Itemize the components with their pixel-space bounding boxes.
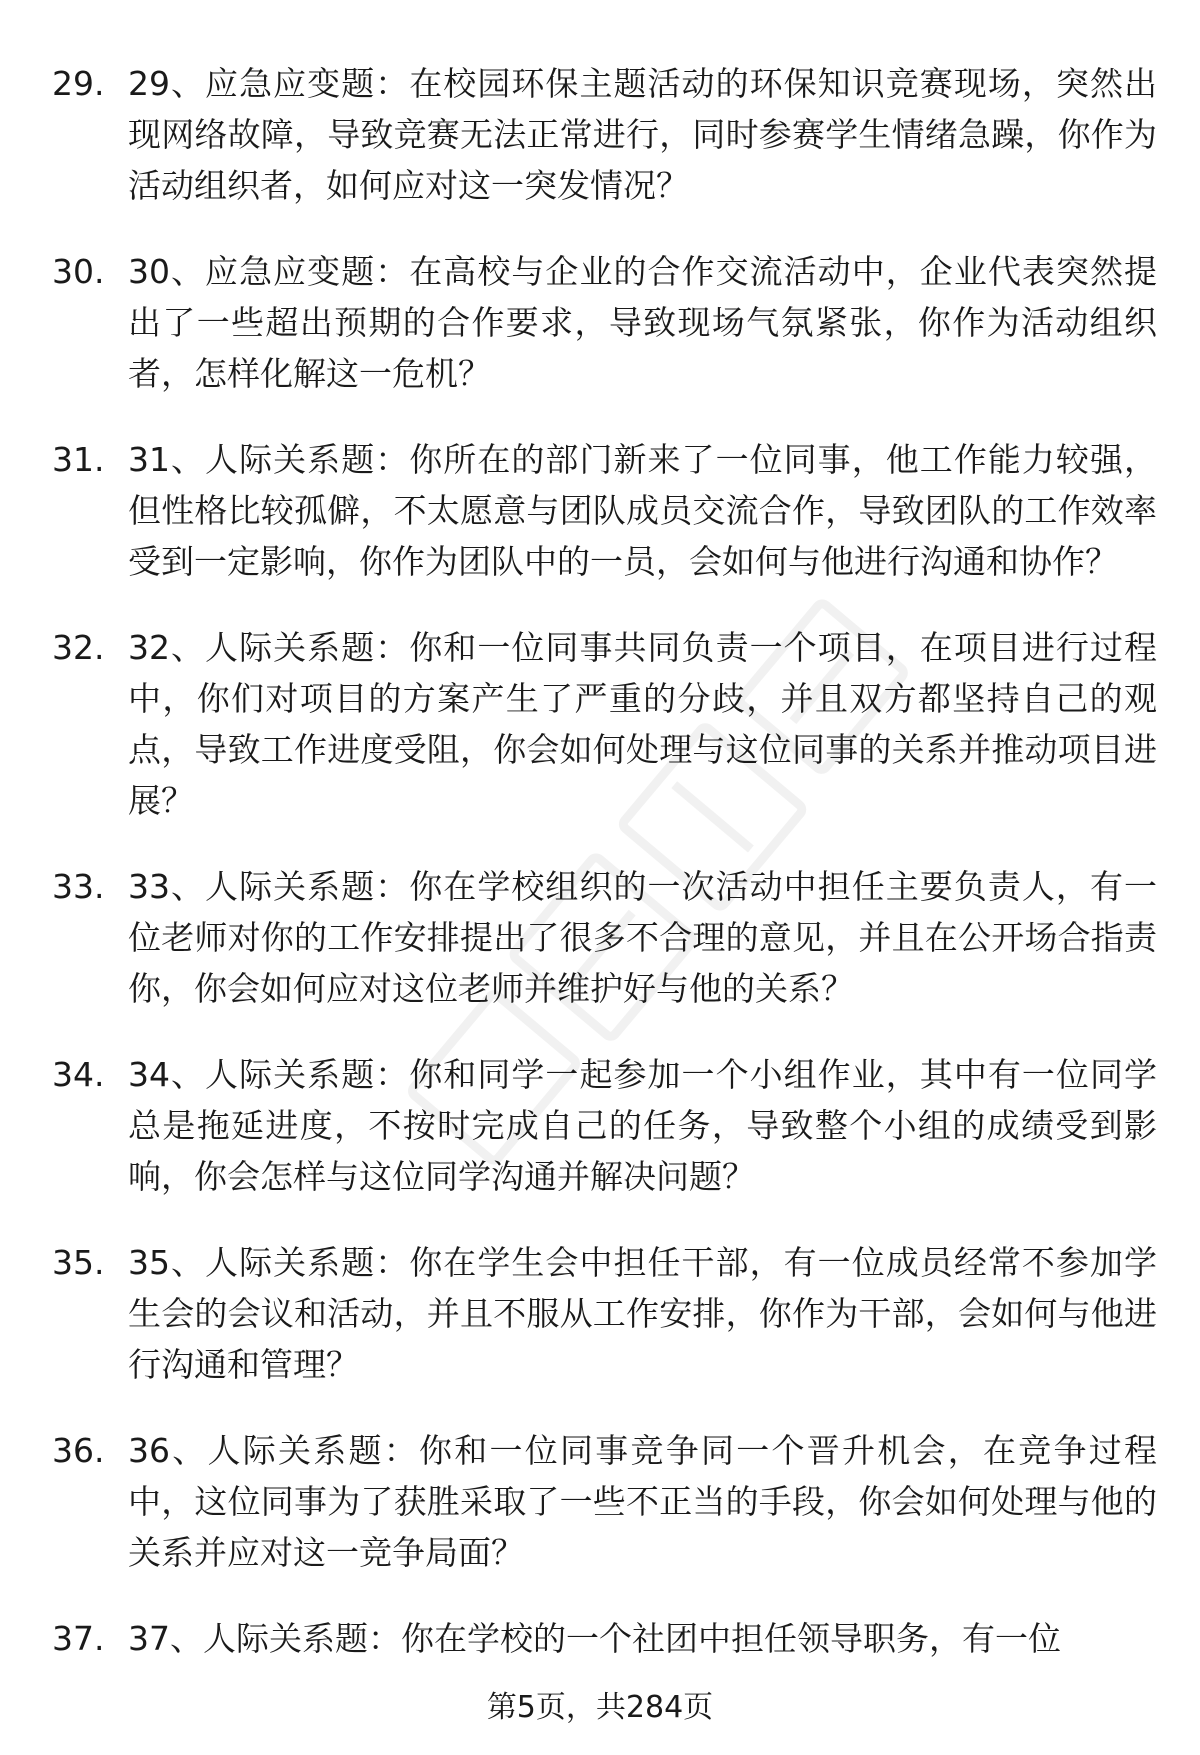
list-item [52,1425,1157,1578]
question-text: 31、人际关系题：你所在的部门新来了一位同事，他工作能力较强，但性格比较孤僻，不太愿意与团队成员交流合作，导致团队的工作效率受到一定影响，你作为团队中的一员，会如何与他进行沟通和协作？ [128,440,1157,581]
question-number: 30. [52,252,105,291]
question-number: 37. [52,1619,105,1658]
question-text: 35、人际关系题：你在学生会中担任干部，有一位成员经常不参加学生会的会议和活动，并且不服从工作安排，你作为干部，会如何与他进行沟通和管理？ [128,1243,1157,1384]
question-text: 33、人际关系题：你在学校组织的一次活动中担任主要负责人，有一位老师对你的工作安排提出了很多不合理的意见，并且在公开场合指责你，你会如何应对这位老师并维护好与他的关系？ [128,867,1157,1008]
question-text: 34、人际关系题：你和同学一起参加一个小组作业，其中有一位同学总是拖延进度，不按时完成自己的任务，导致整个小组的成绩受到影响，你会怎样与这位同学沟通并解决问题？ [128,1055,1157,1196]
question-number: 36. [52,1431,105,1470]
list-item [52,58,1157,211]
question-number: 32. [52,628,105,667]
list-item [52,434,1157,587]
list-item [52,861,1157,1014]
question-number: 33. [52,867,105,906]
list-item [52,1613,1157,1664]
question-number: 34. [52,1055,105,1094]
question-text: 30、应急应变题：在高校与企业的合作交流活动中，企业代表突然提出了一些超出预期的合作要求，导致现场气氛紧张，你作为活动组织者，怎样化解这一危机？ [128,252,1157,393]
question-text: 32、人际关系题：你和一位同事共同负责一个项目，在项目进行过程中，你们对项目的方案产生了严重的分歧，并且双方都坚持自己的观点，导致工作进度受阻，你会如何处理与这位同事的关系并推动项目进展？ [128,628,1157,820]
question-list [52,58,1157,1699]
question-number: 31. [52,440,105,479]
question-number: 29. [52,64,105,103]
question-number: 35. [52,1243,105,1282]
list-item [52,246,1157,399]
question-text: 29、应急应变题：在校园环保主题活动的环保知识竞赛现场，突然出现网络故障，导致竞赛无法正常进行，同时参赛学生情绪急躁，你作为活动组织者，如何应对这一突发情况？ [128,64,1157,205]
list-item [52,622,1157,826]
question-text: 36、人际关系题：你和一位同事竞争同一个晋升机会，在竞争过程中，这位同事为了获胜采取了一些不正当的手段，你会如何处理与他的关系并应对这一竞争局面？ [128,1431,1157,1572]
list-item [52,1237,1157,1390]
list-item [52,1049,1157,1202]
page-number-footer: 第5页，共284页 [486,1690,714,1725]
question-text: 37、人际关系题：你在学校的一个社团中担任领导职务，有一位 [128,1619,1061,1658]
